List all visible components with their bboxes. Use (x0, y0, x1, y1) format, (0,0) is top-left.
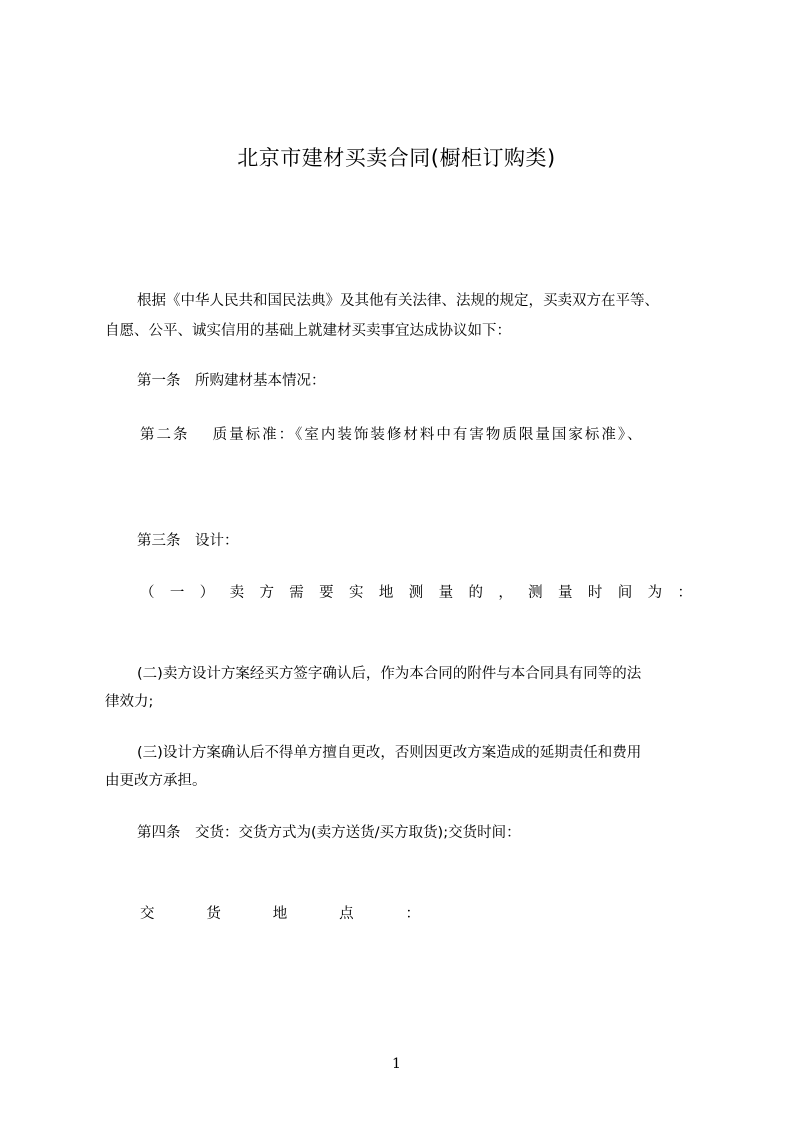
article-3: 第三条 设计： (137, 533, 239, 549)
item1-char: 测 (408, 585, 424, 601)
item1-char: ， (498, 585, 513, 601)
delivery-place-char: ： (405, 906, 420, 922)
article-4: 第四条 交货：交货方式为(卖方送货/买方取货);交货时间： (137, 825, 521, 841)
item1-char: 间 (617, 585, 633, 601)
item1-char: 时 (587, 585, 603, 601)
page-number: 1 (392, 1056, 401, 1072)
delivery-place-char: 点 (339, 906, 354, 922)
item1-char: （ (140, 585, 155, 601)
delivery-place-char: 交 (140, 906, 155, 922)
item1-char: 方 (259, 585, 274, 601)
item1-char: 一 (169, 585, 185, 601)
item1-char: 的 (468, 585, 483, 601)
item1-char: 实 (349, 585, 364, 601)
article-3-item-2-line-2: 律效力; (105, 694, 154, 710)
article-1: 第一条 所购建材基本情况： (137, 373, 326, 389)
item1-char: 要 (319, 585, 334, 601)
delivery-place (140, 904, 420, 924)
item1-char: 为 (647, 585, 663, 601)
delivery-place-char: 货 (206, 906, 221, 922)
preamble-line-1: 根据《中华人民共和国民法典》及其他有关法律、法规的规定，买卖双方在平等、 (137, 293, 659, 309)
article-2: 第二条 质量标准：《室内装饰装修材料中有害物质限量国家标准》、 (140, 427, 644, 443)
item1-char: 地 (378, 585, 394, 601)
delivery-place-char: 地 (272, 906, 288, 922)
item1-char: ： (677, 585, 692, 601)
article-3-item-1 (140, 583, 692, 603)
item1-char: 需 (289, 585, 304, 601)
item1-char: 量 (438, 585, 454, 601)
article-3-item-2-line-1: (二)卖方设计方案经买方签字确认后，作为本合同的附件与本合同具有同等的法 (137, 666, 642, 682)
contract-title: 北京市建材买卖合同(橱柜订购类) (237, 146, 556, 170)
item1-char: 卖 (229, 585, 245, 601)
article-3-item-3-line-2: 由更改方承担。 (105, 773, 207, 789)
item1-char: 量 (558, 585, 573, 601)
item1-char: ） (199, 585, 215, 601)
item1-char: 测 (528, 585, 543, 601)
preamble-line-2: 自愿、公平、诚实信用的基础上就建材买卖事宜达成协议如下： (105, 323, 511, 339)
article-3-item-3-line-1: (三)设计方案确认后不得单方擅自更改，否则因更改方案造成的延期责任和费用 (137, 745, 642, 761)
